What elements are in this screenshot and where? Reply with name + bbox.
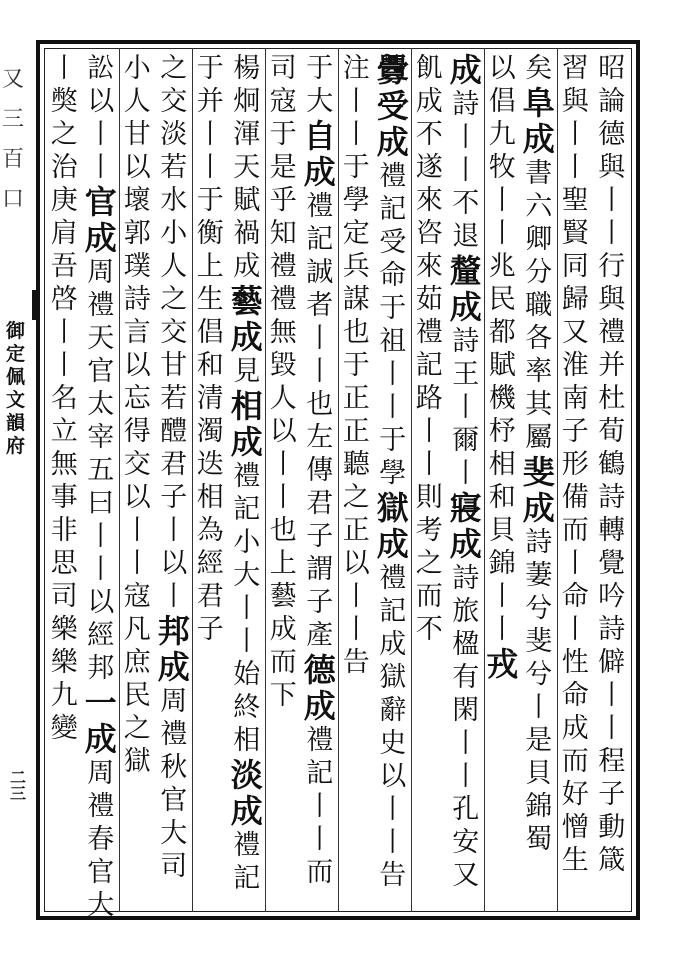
text-column — [119, 52, 156, 908]
annotation-text: 楊 炯 渾 天 賦 禍 成 — [233, 53, 261, 282]
annotation-text: 詩 旅 楹 有 閑 丨 丨 孔 安 又 — [452, 563, 480, 891]
text-column — [156, 52, 193, 908]
annotation-text: 注 丨 丨 于 學 定 兵 謀 也 — [342, 53, 370, 348]
annotation-text: 上 — [196, 251, 224, 282]
annotation-text: 之 交 淡 若 水 小 人 之 交 甘 若 醴 君 子 丨 以 丨 — [160, 53, 188, 612]
headword: 邦 成 — [157, 612, 190, 686]
annotation-text: 生 倡 和 清 濁 迭 相 為 經 — [196, 284, 224, 579]
text-column — [594, 52, 631, 908]
text-column — [83, 52, 120, 921]
annotation-text: 見 — [233, 356, 261, 387]
annotation-text: 丨 獘 之 — [50, 53, 78, 150]
text-column — [375, 52, 412, 908]
annotation-text: 于 是 乎 知 禮 禮 無 毀 人 以 丨 丨 也 — [269, 119, 297, 546]
text-column — [192, 52, 229, 908]
annotation-text: 習 與 丨 丨 聖 賢 同 歸 又 淮 南 子 形 備 而 丨 命 丨 性 命 成 而 好 憎 生 — [561, 53, 589, 876]
annotation-text: 于 大 — [306, 53, 334, 117]
headword: 官 成 — [84, 183, 117, 257]
text-column — [46, 52, 83, 908]
headword: 戎 — [486, 645, 519, 683]
headword: 斐 成 — [522, 453, 555, 527]
annotation-text: 禮 記 小 大 丨 丨 始 終 相 — [233, 461, 261, 756]
annotation-text: 司 寇 — [269, 53, 297, 117]
annotation-text: 昭 論 德 與 丨 丨 行 與 禮 并 杜 荀 鶴 詩 轉 覺 吟 詩 僻 丨 丨 程 子 動 箴 — [598, 53, 626, 876]
spine-margin — [0, 0, 34, 964]
annotation-text: 禮 記 丨 丨 而 — [306, 725, 334, 888]
text-column — [448, 52, 485, 908]
headword: 德 成 — [303, 651, 336, 725]
annotation-text: 小 人 甘 以 壞 郭 璞 詩 言 以 忘 得 交 以 丨 丨 — [123, 53, 151, 579]
text-column — [411, 52, 448, 908]
annotation-text: 詩 王 丨 爾 丨 — [452, 326, 480, 489]
annotation-text: 飢 成 不 遂 — [415, 53, 443, 183]
headword: 寢 成 — [449, 489, 482, 563]
annotation-text: 詩 丨 丨 不 退 — [452, 89, 480, 252]
annotation-text: 司 樂 樂 九 變 — [50, 581, 78, 744]
annotation-text: 周 禮 天 官 太 宰 五 曰 丨 丨 以 經 邦 — [87, 257, 115, 684]
text-column — [338, 52, 375, 908]
page-number: 二 三 — [10, 768, 27, 803]
headword: 一 成 — [84, 684, 117, 758]
annotation-text: 禮 記 受 命 于 祖 丨 丨 于 學 — [379, 161, 407, 489]
book-title: 御 定 佩 文 韻 府 — [6, 320, 26, 457]
annotation-text: 上 藝 成 而 下 — [269, 548, 297, 711]
annotation-text: 治 庚 肩 吾 啓 丨 丨 名 立 無 事 非 思 — [50, 152, 78, 579]
annotation-text: 來 咨 來 茹 — [415, 185, 443, 315]
annotation-text: 禮 記 — [233, 830, 261, 894]
headword: 阜 成 — [522, 84, 555, 158]
annotation-text: 詩 萋 兮 斐 兮 丨 是 貝 錦 蜀 — [525, 527, 553, 855]
annotation-text: 禮 記 誠 者 丨 丨 也 左 傳 君 子 謂 子 產 — [306, 191, 334, 651]
annotation-text: 禮 記 成 獄 辭 史 以 丨 丨 告 — [379, 563, 407, 891]
annotation-text: 書 六 卿 分 職 各 率 其 屬 — [525, 158, 553, 453]
annotation-text: 訟 以 丨 丨 — [87, 53, 115, 183]
annotation-text: 以 倡 九 牧 丨 丨 兆 民 — [488, 53, 516, 315]
text-column — [521, 52, 558, 908]
annotation-text: 君 子 — [196, 581, 224, 645]
annotation-text: 都 賦 機 杼 相 和 貝 錦 丨 丨 — [488, 317, 516, 645]
annotation-text: 周 禮 秋 官 大 司 — [160, 686, 188, 882]
annotation-text: 于 并 丨 丨 于 衡 — [196, 53, 224, 249]
annotation-text: 周 禮 春 官 大 — [87, 758, 115, 921]
headword: 釁 受 成 — [376, 51, 409, 161]
headword: 藝 成 — [230, 282, 263, 356]
headword: 成 — [449, 51, 482, 89]
annotation-text: 禮 記 路 丨 丨 則 考 之 而 不 — [415, 317, 443, 645]
annotation-text: 寇 凡 庶 民 之 獄 — [123, 581, 151, 777]
fishtail-mark — [32, 290, 38, 320]
text-column — [229, 52, 266, 908]
text-column — [265, 52, 302, 908]
spine-top-fragment: 又 三 百 口 — [2, 60, 24, 220]
headword: 釐 成 — [449, 252, 482, 326]
annotation-text: 于 正 正 聽 之 正 以 丨 丨 告 — [342, 350, 370, 678]
headword: 自 成 — [303, 117, 336, 191]
text-column — [302, 52, 339, 908]
headword: 相 成 — [230, 387, 263, 461]
headword: 獄 成 — [376, 489, 409, 563]
text-column — [484, 52, 521, 908]
headword: 淡 成 — [230, 756, 263, 830]
text-column — [557, 52, 594, 908]
annotation-text: 矣 — [525, 53, 553, 84]
